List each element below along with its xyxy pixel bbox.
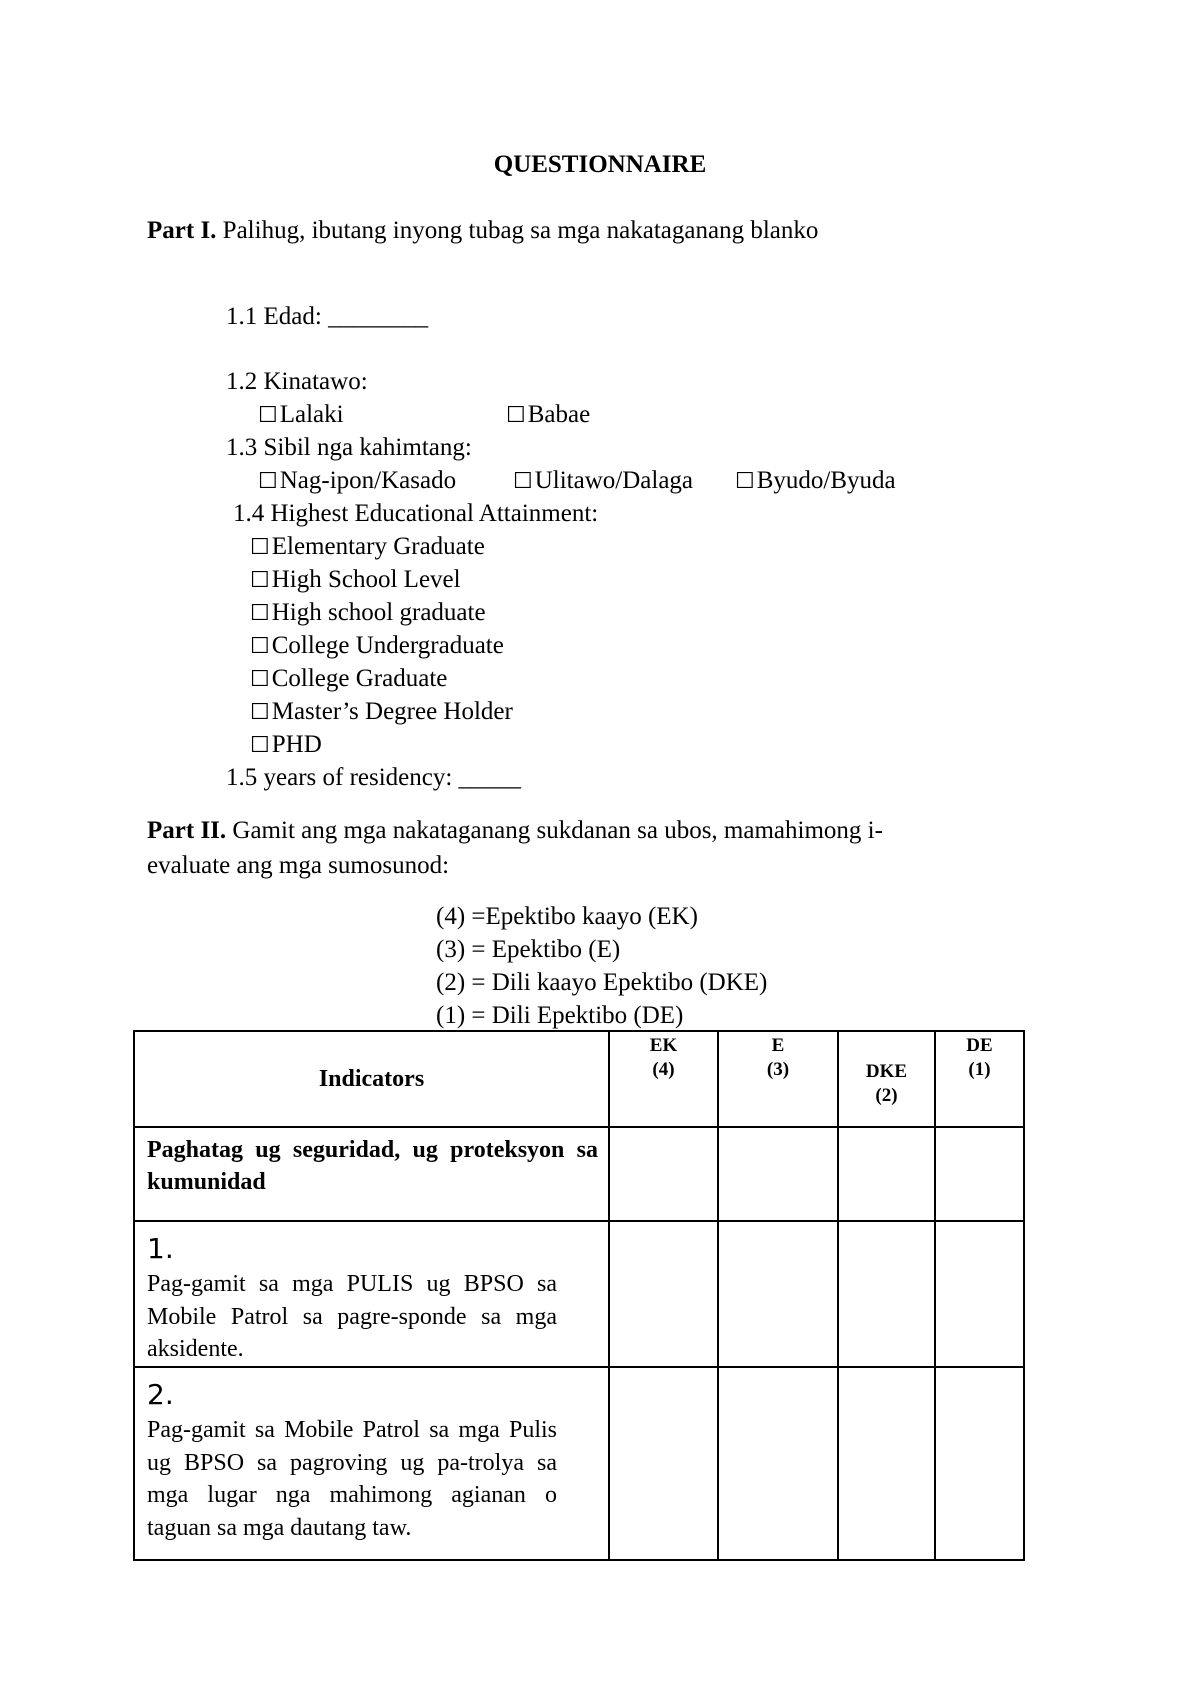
civil-status-question: 1.3 Sibil nga kahimtang: xyxy=(226,434,472,461)
sex-question: 1.2 Kinatawo: xyxy=(226,368,368,395)
header-dke xyxy=(838,1031,935,1127)
checkbox-icon[interactable]: ☐ xyxy=(250,568,270,593)
option-label: Ulitawo/Dalaga xyxy=(534,467,694,494)
part1-heading xyxy=(147,216,818,246)
rating-table xyxy=(133,1030,1025,1561)
option-label: Elementary Graduate xyxy=(271,533,485,560)
checkbox-icon[interactable]: ☐ xyxy=(258,403,278,428)
rating-cell[interactable] xyxy=(609,1127,718,1221)
option-widowed[interactable] xyxy=(735,466,896,496)
option-married[interactable] xyxy=(258,466,456,496)
rating-cell[interactable] xyxy=(838,1221,935,1367)
rating-cell[interactable] xyxy=(935,1127,1024,1221)
option-education[interactable] xyxy=(250,697,513,727)
option-label: Master’s Degree Holder xyxy=(271,698,513,725)
rating-cell[interactable] xyxy=(838,1127,935,1221)
checkbox-icon[interactable]: ☐ xyxy=(506,403,526,428)
header-indicators: Indicators xyxy=(134,1031,609,1127)
option-male[interactable] xyxy=(258,400,344,430)
header-de xyxy=(935,1031,1024,1127)
checkbox-icon[interactable]: ☐ xyxy=(513,469,533,494)
section-title: Paghatag ug seguridad, ug proteksyon sa kumunidad xyxy=(134,1127,609,1221)
header-abbr: EK xyxy=(649,1035,678,1056)
option-education[interactable] xyxy=(250,532,485,562)
rating-cell[interactable] xyxy=(609,1367,718,1560)
part1-label: Part I. xyxy=(147,217,217,244)
part2-label: Part II. xyxy=(147,817,227,844)
item-number: 2. xyxy=(147,1377,174,1411)
checkbox-icon[interactable]: ☐ xyxy=(250,733,270,758)
rating-cell[interactable] xyxy=(838,1367,935,1560)
option-label: High School Level xyxy=(271,566,461,593)
checkbox-icon[interactable]: ☐ xyxy=(250,700,270,725)
option-education[interactable] xyxy=(250,631,504,661)
legend-item: (2) = Dili kaayo Epektibo (DKE) xyxy=(436,969,768,996)
item-number: 1. xyxy=(147,1232,174,1265)
rating-cell[interactable] xyxy=(609,1221,718,1367)
indicator-item xyxy=(134,1221,609,1367)
rating-cell[interactable] xyxy=(935,1367,1024,1560)
option-label: PHD xyxy=(271,731,322,758)
option-education[interactable] xyxy=(250,598,486,628)
header-ek xyxy=(609,1031,718,1127)
table-row xyxy=(134,1367,1024,1560)
header-abbr: E xyxy=(771,1035,785,1056)
option-label: Babae xyxy=(527,401,591,428)
item-text: Pag-gamit sa Mobile Patrol sa mga Pulis ug BPSO sa pagroving ug pa-trolya sa mga lugar nga mahimong agianan o taguan sa mga dautang taw. xyxy=(147,1417,557,1541)
option-label: College Graduate xyxy=(271,665,448,692)
checkbox-icon[interactable]: ☐ xyxy=(250,535,270,560)
option-single[interactable] xyxy=(513,466,693,496)
header-e xyxy=(718,1031,838,1127)
legend-item: (4) =Epektibo kaayo (EK) xyxy=(436,903,698,930)
rating-cell[interactable] xyxy=(718,1221,838,1367)
checkbox-icon[interactable]: ☐ xyxy=(250,601,270,626)
header-abbr: DE xyxy=(966,1035,993,1056)
checkbox-icon[interactable]: ☐ xyxy=(258,469,278,494)
page-title: QUESTIONNAIRE xyxy=(493,151,707,178)
option-label: College Undergraduate xyxy=(271,632,504,659)
header-abbr: DKE xyxy=(865,1061,908,1082)
age-field[interactable]: 1.1 Edad: ________ xyxy=(226,303,429,330)
part2-heading xyxy=(147,816,883,846)
rating-cell[interactable] xyxy=(718,1127,838,1221)
part1-instruction: Palihug, ibutang inyong tubag sa mga nakataganang blanko xyxy=(222,217,819,244)
header-score: (2) xyxy=(875,1084,898,1106)
checkbox-icon[interactable]: ☐ xyxy=(250,634,270,659)
rating-cell[interactable] xyxy=(935,1221,1024,1367)
option-label: High school graduate xyxy=(271,599,486,626)
option-label: Byudo/Byuda xyxy=(756,467,896,494)
option-label: Lalaki xyxy=(279,401,344,428)
education-question: 1.4 Highest Educational Attainment: xyxy=(233,500,599,527)
table-header-row xyxy=(134,1031,1024,1127)
indicator-item xyxy=(134,1367,609,1560)
table-section-row xyxy=(134,1127,1024,1221)
option-education[interactable] xyxy=(250,730,322,760)
header-score: (4) xyxy=(652,1058,675,1080)
option-label: Nag-ipon/Kasado xyxy=(279,467,457,494)
checkbox-icon[interactable]: ☐ xyxy=(735,469,755,494)
part2-instruction: Gamit ang mga nakataganang sukdanan sa ubos, mamahimong i- xyxy=(232,817,883,844)
header-score: (1) xyxy=(968,1058,991,1080)
part2-instruction-cont: evaluate ang mga sumosunod: xyxy=(147,852,450,879)
checkbox-icon[interactable]: ☐ xyxy=(250,667,270,692)
rating-cell[interactable] xyxy=(718,1367,838,1560)
table-row xyxy=(134,1221,1024,1367)
header-score: (3) xyxy=(766,1058,790,1080)
residency-field[interactable]: 1.5 years of residency: _____ xyxy=(226,764,522,791)
item-text: Pag-gamit sa mga PULIS ug BPSO sa Mobile Patrol sa pagre-sponde sa mga aksidente. xyxy=(147,1271,557,1363)
legend-item: (3) = Epektibo (E) xyxy=(436,936,621,963)
option-education[interactable] xyxy=(250,565,461,595)
option-female[interactable] xyxy=(506,400,590,430)
legend-item: (1) = Dili Epektibo (DE) xyxy=(436,1002,684,1029)
option-education[interactable] xyxy=(250,664,447,694)
